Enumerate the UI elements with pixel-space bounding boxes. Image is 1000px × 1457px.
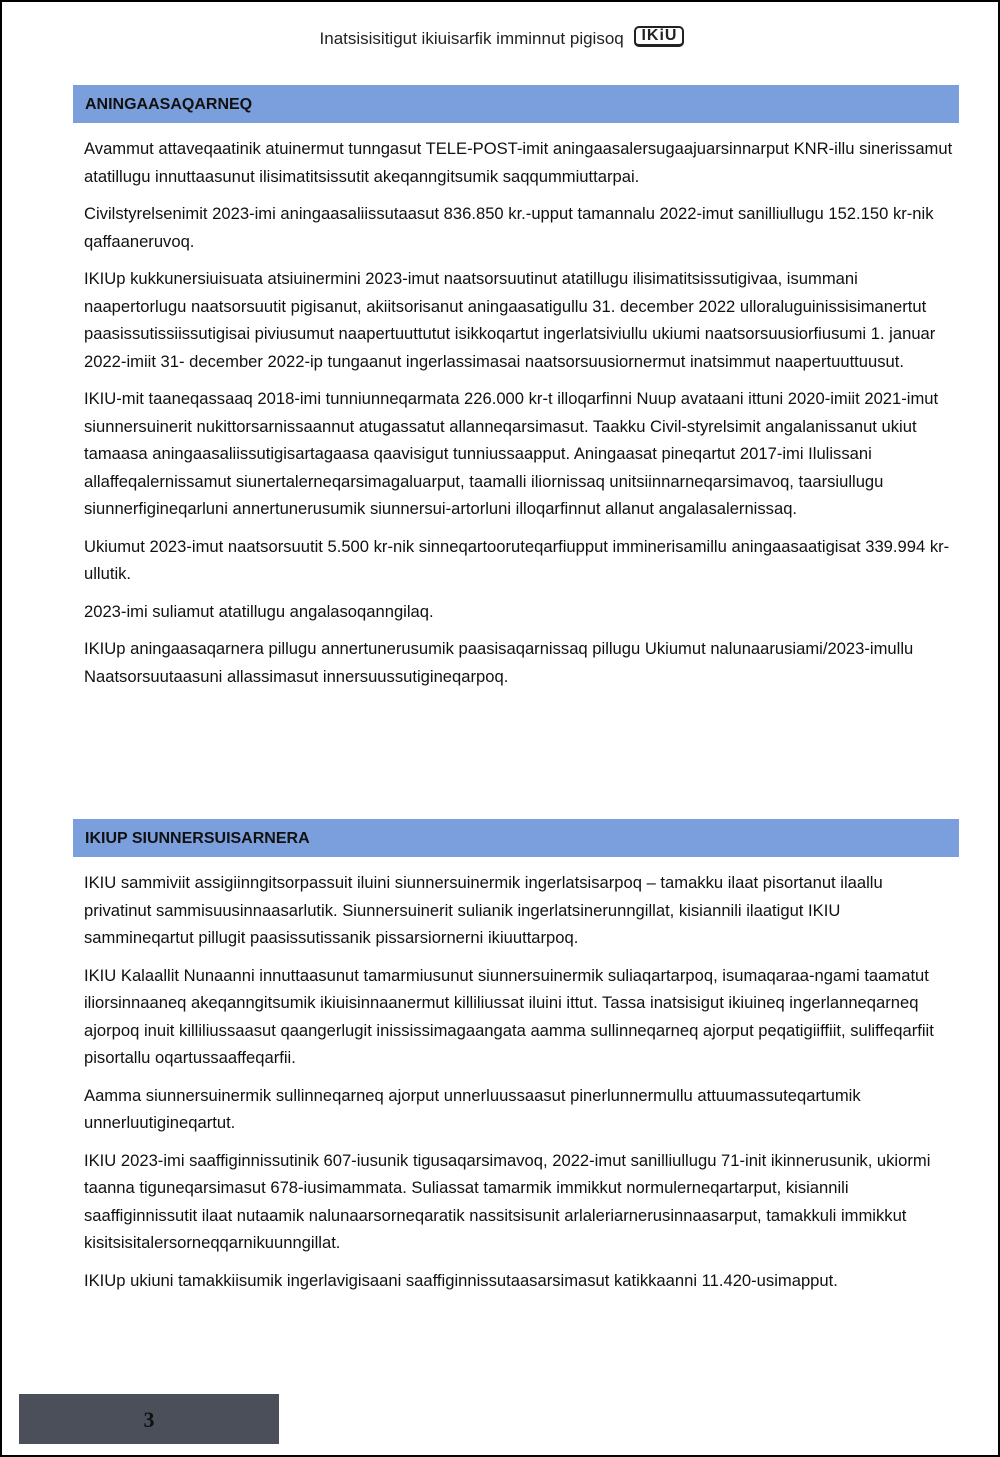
paragraph: IKIUp aningaasaqarnera pillugu annertunerusumik paasisaqarnissaq pillugu Ukiumut nalunaarusiami/2023-imullu Naatsorsuutaasuni allassimasut innersuussutigineqarpoq.	[84, 639, 914, 686]
paragraph: 2023-imi suliamut atatillugu angalasoqanngilaq.	[84, 601, 434, 621]
page-number: 3	[143, 1407, 155, 1432]
paragraph: IKIU-mit taaneqassaaq 2018-imi tunniunneqarmata 226.000 kr-t illoqarfinni Nuup avataani ittuni 2020-imiit 2021-imut siunnersuinerit nukittorsarnissaannut atugassatut allanneqarsimasut. Taakku Civil-styrelsimit angalanissanut ukiut tamaasa aningaasaliissutigisartagaasa qaavisigut tunniussaapput. Aningaasat pineqartut 2017-imi Ilulissani allaffeqalernissamut siunertalerneqarsimagaluarput, taamalli iliornissaq unitsiinnarneqarsimavoq, taarsiullugu siunnerfigineqarluni annertunerusumik siunnersui-artorluni illoqarfinnut allanut angalasalernissaq.	[84, 389, 939, 518]
paragraph: IKIUp kukkunersiuisuata atsiuinermini 2023-imut naatsorsuutinut atatillugu ilisimatitsissutigivaa, isummani naapertorlugu naatsorsuutit pigisanut, akiitsorisanut aningaasatigullu 31. december 2022 ulloraluguinissisimanertut paasissutissiissutigisai piviusumut naapertuuttutut isikkoqartut ingerlatsiviullu ukiumi naatsorsuusiorfiusumi 1. januar 2022-imiit 31- december 2022-ip tungaanut ingerlassimasai naatsorsuusiornermut inatsimmut naapertuuttuusut.	[84, 269, 936, 371]
section-heading-aningaasaqarneq: ANINGAASAQARNEQ	[73, 85, 959, 123]
paragraph: IKIU sammiviit assigiinngitsorpassuit iluini siunnersuinermik ingerlatsisarpoq – tamakku ilaat pisortanut ilaallu privatinut sammisuusinnaasarlutik. Siunnersuinerit sulianik ingerlatsinerunngillat, kisiannili ilaatigut IKIU sammineqartut pillugit paasissutissanik pissarsiornerni ikiuuttarpoq.	[84, 873, 883, 947]
ikiu-logo: IKiU	[634, 26, 684, 47]
section-body-aningaasaqarneq	[84, 135, 954, 700]
page-header	[2, 24, 1000, 54]
paragraph: Civilstyrelsenimit 2023-imi aningaasaliissutaasut 836.850 kr.-upput tamannalu 2022-imut sanilliullugu 152.150 kr-nik qaffaaneruvoq.	[84, 204, 934, 251]
section-body-siunnersuisarnera	[84, 869, 954, 1304]
paragraph: Avammut attaveqaatinik atuinermut tunngasut TELE-POST-imit aningaasalersugaajuarsinnarput KNR-illu sinerissamut atatillugu innuttaasunut ilisimatitsissutit akeqanngitsumik saqqummiuttarpai.	[84, 139, 953, 186]
paragraph: IKIU Kalaallit Nunaanni innuttaasunut tamarmiusunut siunnersuinermik suliaqartarpoq, isumaqaraa-ngami taamatut iliorsinnaaneq akeqanngitsumik ikiuisinnaanermut killiliussat iluini ittut. Tassa inatsisigut ikiuineq ingerlanneqarneq ajorpoq inuit killiliussaasut qaangerlugit inississimagaangata aamma sullinneqarneq ajorput peqatigiiffiit, suliffeqarfiit pisortallu oqartussaaffeqarfii.	[84, 965, 934, 1067]
paragraph: IKIU 2023-imi saaffiginnissutinik 607-iusunik tigusaqarsimavoq, 2022-imut sanilliullugu 71-init ikinnerusunik, ukiormi taanna tiguneqarsimasut 678-iusimammata. Suliassat tamarmik immikkut normulerneqartarput, kisiannili saaffiginnissutit ilaat nutaamik nalunaarsorneqaratik nassitsisunit arlaleriarnerusinnaasarput, tamakkuli immikkut kisitsisitalersorneqqarnikuunngillat.	[84, 1150, 931, 1252]
section-heading-siunnersuisarnera: IKIUP SIUNNERSUISARNERA	[73, 819, 959, 857]
paragraph: Aamma siunnersuinermik sullinneqarneq ajorput unnerluussaasut pinerlunnermullu attuumassuteqartumik unnerluutigineqartut.	[84, 1085, 861, 1132]
paragraph: Ukiumut 2023-imut naatsorsuutit 5.500 kr-nik sinneqartooruteqarfiupput imminerisamillu aningaasaatigisat 339.994 kr-ullutik.	[84, 536, 950, 583]
header-title: Inatsisisitigut ikiuisarfik imminnut pigisoq	[319, 29, 624, 48]
page-number-box	[19, 1394, 279, 1444]
paragraph: IKIUp ukiuni tamakkiisumik ingerlavigisaani saaffiginnissutaasarsimasut katikkaanni 11.420-usimapput.	[84, 1270, 838, 1290]
